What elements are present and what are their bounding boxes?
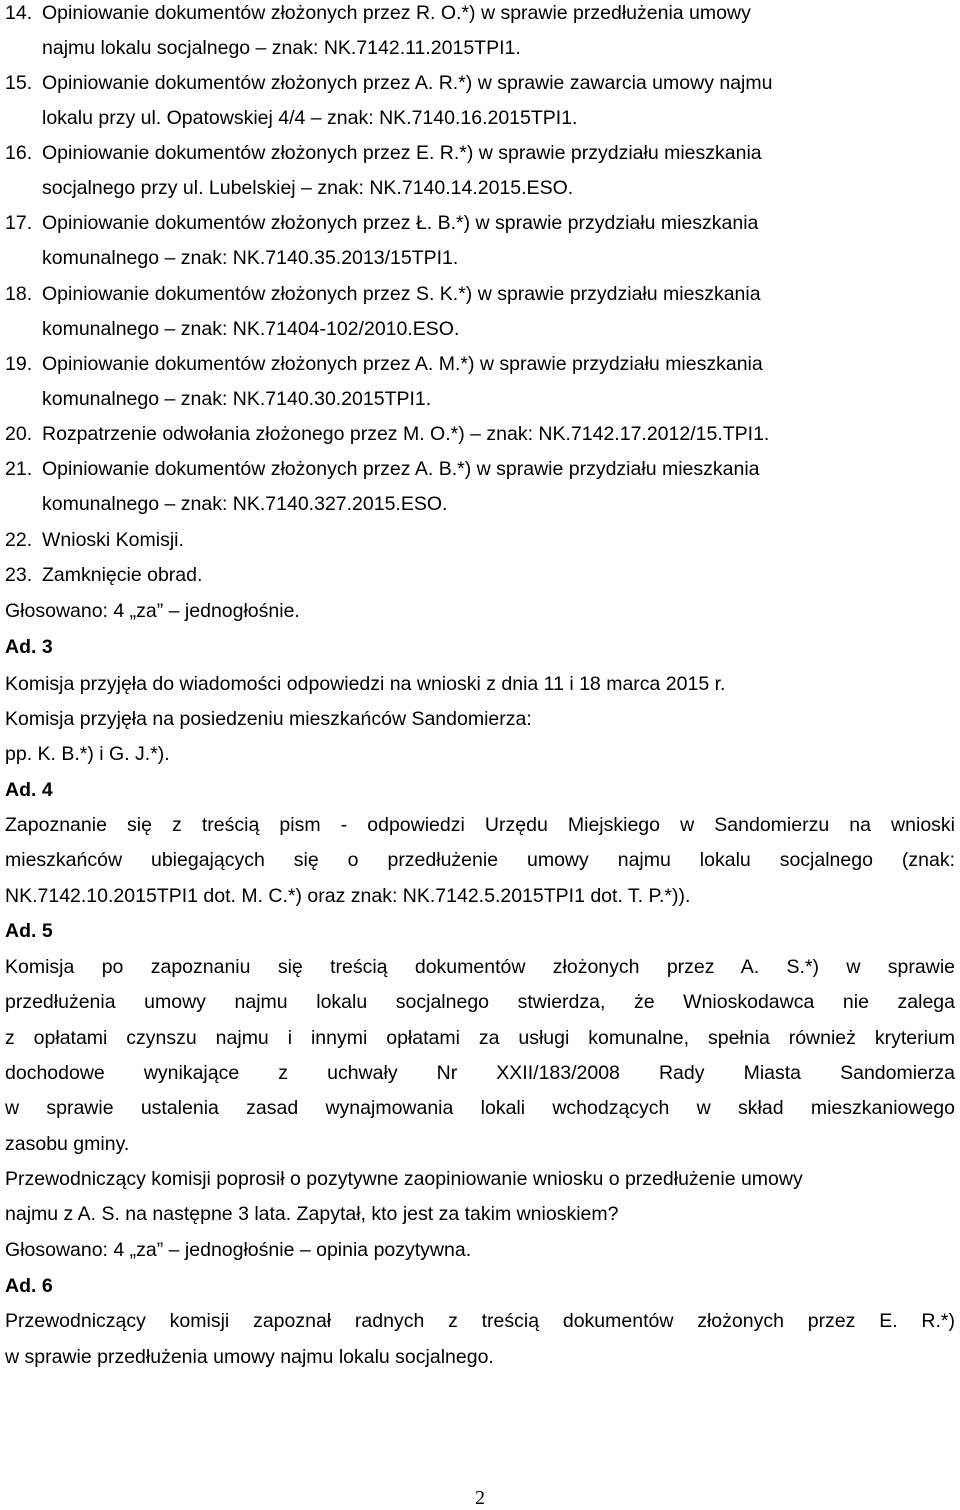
ad5-paragraph-line: najmu z A. S. na następne 3 lata. Zapytał, kto jest za takim wnioskiem?: [5, 1203, 619, 1225]
ad5-paragraph-line: zasobu gminy.: [5, 1133, 130, 1155]
section-heading-ad3: Ad. 3: [5, 636, 53, 658]
ad6-paragraph-line: Przewodniczący komisji zapoznał radnych z treścią dokumentów złożonych przez E. R.*): [5, 1310, 955, 1332]
agenda-number-16: 16.: [5, 142, 33, 164]
ad3-paragraph-line: pp. K. B.*) i G. J.*).: [5, 743, 170, 765]
agenda-item-15-line1: Opiniowanie dokumentów złożonych przez A. R.*) w sprawie zawarcia umowy najmu: [42, 72, 773, 94]
ad6-paragraph-line: w sprawie przedłużenia umowy najmu lokalu socjalnego.: [5, 1346, 494, 1368]
ad5-paragraph-line: dochodowe wynikające z uchwały Nr XXII/183/2008 Rady Miasta Sandomierza: [5, 1062, 955, 1084]
ad4-paragraph-line: mieszkańców ubiegających się o przedłużenie umowy najmu lokalu socjalnego (znak:: [5, 849, 955, 871]
agenda-number-20: 20.: [5, 423, 33, 445]
ad3-paragraph-line: Komisja przyjęła do wiadomości odpowiedzi na wnioski z dnia 11 i 18 marca 2015 r.: [5, 673, 726, 695]
agenda-item-17-line2: komunalnego – znak: NK.7140.35.2013/15TPI1.: [42, 247, 459, 269]
agenda-item-18-line2: komunalnego – znak: NK.71404-102/2010.ESO.: [42, 318, 460, 340]
ad4-paragraph-line: Zapoznanie się z treścią pism - odpowiedzi Urzędu Miejskiego w Sandomierzu na wnioski: [5, 814, 955, 836]
vote-result: Głosowano: 4 „za” – jednogłośnie.: [5, 600, 300, 622]
ad5-paragraph-line: przedłużenia umowy najmu lokalu socjalnego stwierdza, że Wnioskodawca nie zalega: [5, 991, 955, 1013]
agenda-item-21-line2: komunalnego – znak: NK.7140.327.2015.ESO.: [42, 493, 448, 515]
agenda-item-17-line1: Opiniowanie dokumentów złożonych przez Ł. B.*) w sprawie przydziału mieszkania: [42, 212, 759, 234]
agenda-item-15-line2: lokalu przy ul. Opatowskiej 4/4 – znak: NK.7140.16.2015TPI1.: [42, 107, 578, 129]
ad4-paragraph-line: NK.7142.10.2015TPI1 dot. M. C.*) oraz znak: NK.7142.5.2015TPI1 dot. T. P.*)).: [5, 885, 691, 907]
agenda-number-23: 23.: [5, 564, 33, 586]
agenda-number-18: 18.: [5, 283, 33, 305]
page-number: 2: [475, 1487, 485, 1509]
agenda-number-17: 17.: [5, 212, 33, 234]
agenda-number-14: 14.: [5, 2, 33, 24]
agenda-item-14-line2: najmu lokalu socjalnego – znak: NK.7142.11.2015TPI1.: [42, 37, 521, 59]
agenda-number-19: 19.: [5, 353, 33, 375]
agenda-item-19-line1: Opiniowanie dokumentów złożonych przez A. M.*) w sprawie przydziału mieszkania: [42, 353, 763, 375]
agenda-number-21: 21.: [5, 458, 33, 480]
agenda-item-19-line2: komunalnego – znak: NK.7140.30.2015TPI1.: [42, 388, 432, 410]
agenda-item-18-line1: Opiniowanie dokumentów złożonych przez S. K.*) w sprawie przydziału mieszkania: [42, 283, 761, 305]
agenda-item-22-line1: Wnioski Komisji.: [42, 529, 184, 551]
section-heading-ad5: Ad. 5: [5, 920, 53, 942]
ad5-paragraph-line: w sprawie ustalenia zasad wynajmowania lokali wchodzących w skład mieszkaniowego: [5, 1097, 955, 1119]
agenda-item-14-line1: Opiniowanie dokumentów złożonych przez R. O.*) w sprawie przedłużenia umowy: [42, 2, 751, 24]
agenda-item-23-line1: Zamknięcie obrad.: [42, 564, 203, 586]
agenda-number-22: 22.: [5, 529, 33, 551]
ad5-paragraph-line: z opłatami czynszu najmu i innymi opłatami za usługi komunalne, spełnia również kryterium: [5, 1027, 955, 1049]
agenda-item-21-line1: Opiniowanie dokumentów złożonych przez A. B.*) w sprawie przydziału mieszkania: [42, 458, 760, 480]
ad5-vote-result: Głosowano: 4 „za” – jednogłośnie – opinia pozytywna.: [5, 1239, 472, 1261]
ad3-paragraph-line: Komisja przyjęła na posiedzeniu mieszkańców Sandomierza:: [5, 708, 532, 730]
agenda-item-20-line1: Rozpatrzenie odwołania złożonego przez M. O.*) – znak: NK.7142.17.2012/15.TPI1.: [42, 423, 770, 445]
ad5-paragraph-line: Przewodniczący komisji poprosił o pozytywne zaopiniowanie wniosku o przedłużenie umowy: [5, 1168, 803, 1190]
section-heading-ad6: Ad. 6: [5, 1275, 53, 1297]
section-heading-ad4: Ad. 4: [5, 779, 53, 801]
agenda-item-16-line1: Opiniowanie dokumentów złożonych przez E. R.*) w sprawie przydziału mieszkania: [42, 142, 762, 164]
ad5-paragraph-line: Komisja po zapoznaniu się treścią dokumentów złożonych przez A. S.*) w sprawie: [5, 956, 955, 978]
agenda-number-15: 15.: [5, 72, 33, 94]
agenda-item-16-line2: socjalnego przy ul. Lubelskiej – znak: NK.7140.14.2015.ESO.: [42, 177, 574, 199]
